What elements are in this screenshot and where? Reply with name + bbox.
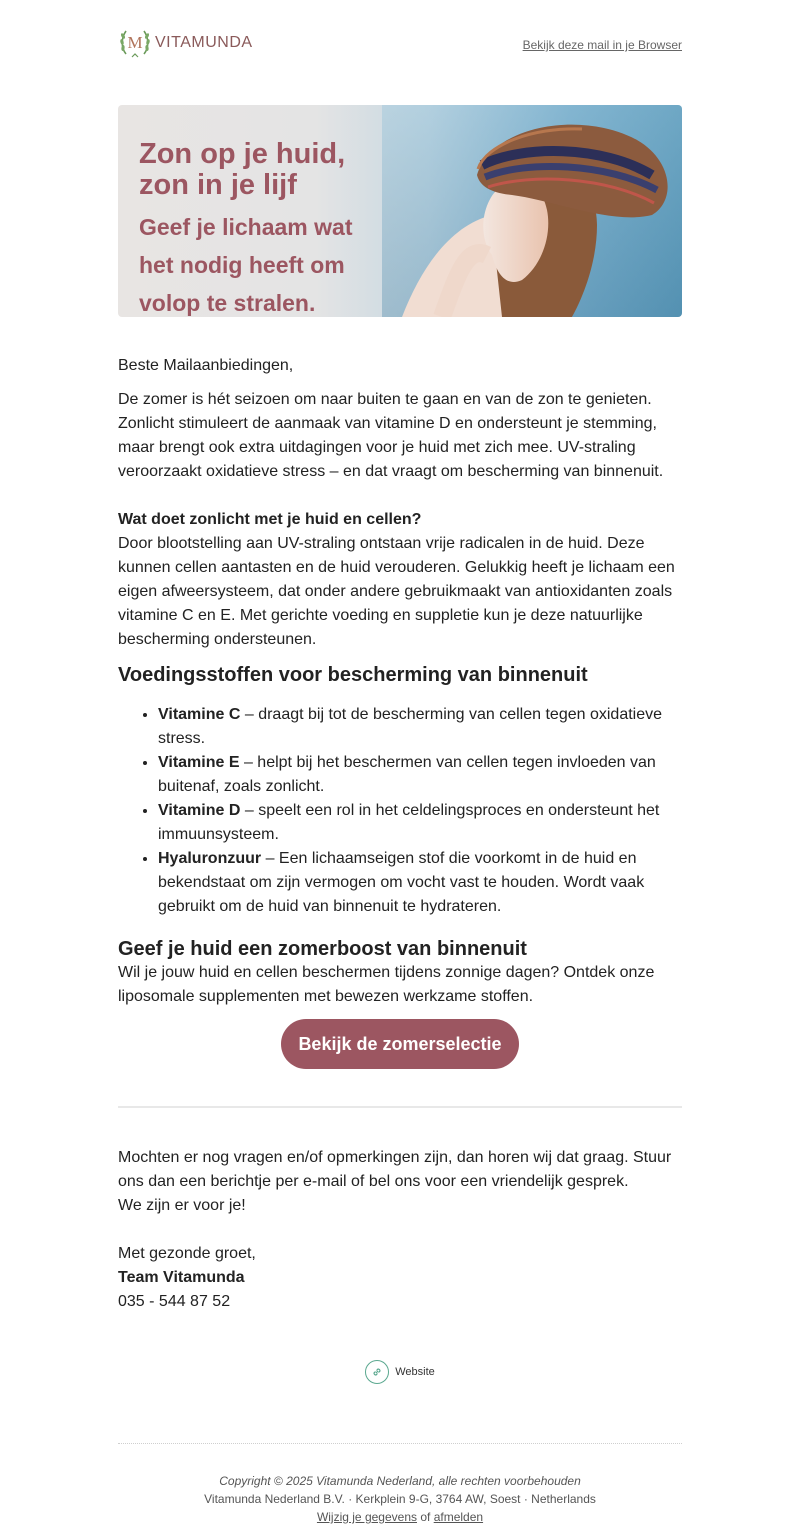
hero-sub-2: het nodig heeft om [139, 252, 345, 278]
nutrient-name: Hyaluronzuur [158, 850, 262, 867]
phone-number: 035 - 544 87 52 [118, 1293, 231, 1310]
greeting: Beste Mailaanbiedingen, [118, 357, 294, 374]
nutrient-name: Vitamine D [158, 802, 241, 819]
cta-container [118, 1019, 682, 1069]
nutrient-list [118, 703, 682, 919]
brand-logo[interactable] [118, 26, 253, 60]
hero-sub-3: volop te stralen. [139, 290, 316, 316]
nutrient-name: Vitamine C [158, 706, 241, 723]
list-item [158, 847, 682, 919]
footer [118, 1472, 682, 1526]
unsubscribe-link[interactable]: afmelden [433, 1510, 484, 1524]
footer-links [118, 1508, 682, 1526]
nutrient-text: – helpt bij het beschermen van cellen tegen invloeden van buitenaf, zoals zonlicht. [158, 754, 656, 795]
boost-paragraph: Wil je jouw huid en cellen beschermen tijdens zonnige dagen? Ontdek onze liposomale supplementen met bewezen werkzame stoffen. [118, 964, 655, 1005]
contact-tagline: We zijn er voor je! [118, 1197, 246, 1214]
question-paragraph: Door blootstelling aan UV-straling ontstaan vrije radicalen in de huid. Deze kunnen cellen aantasten en de huid verouderen. Gelukkig heeft je lichaam een eigen afweersysteem, dat onder andere gebruikmaakt van antioxidanten zoals vitamine C en E. Met gerichte voeding en suppletie kun je deze natuurlijke bescherming ondersteunen. [118, 535, 675, 648]
website-label: Website [395, 1366, 435, 1378]
copyright: Copyright © 2025 Vitamunda Nederland, alle rechten voorbehouden [219, 1474, 581, 1488]
laurel-logo-icon [118, 26, 152, 60]
divider [118, 1106, 682, 1108]
email-body [118, 354, 682, 1314]
summer-selection-button[interactable]: Bekijk de zomerselectie [281, 1019, 518, 1069]
hero-headline-1: Zon op je huid, [139, 138, 346, 170]
nutrient-text: – draagt bij tot de bescherming van cellen tegen oxidatieve stress. [158, 706, 663, 747]
hero-sub-1: Geef je lichaam wat [139, 214, 353, 240]
or-text: of [417, 1510, 434, 1524]
nutrients-title: Voedingsstoffen voor bescherming van binnenuit [118, 664, 588, 686]
sun-woman-illustration [382, 105, 682, 317]
closing: Met gezonde groet, [118, 1245, 256, 1262]
brand-name: VITAMUNDA [155, 34, 253, 51]
nutrient-name: Vitamine E [158, 754, 240, 771]
boost-title: Geef je huid een zomerboost van binnenuit [118, 938, 527, 960]
hero-text [139, 139, 352, 315]
question-title: Wat doet zonlicht met je huid en cellen? [118, 511, 422, 528]
view-in-browser-link[interactable]: Bekijk deze mail in je Browser [522, 38, 682, 52]
edit-details-link[interactable]: Wijzig je gegevens [316, 1510, 417, 1524]
team-name: Team Vitamunda [118, 1269, 245, 1286]
list-item [158, 751, 682, 799]
company-address: Vitamunda Nederland B.V. · Kerkplein 9-G, 3764 AW, Soest · Netherlands [204, 1492, 596, 1506]
contact-paragraph: Mochten er nog vragen en/of opmerkingen zijn, dan horen wij dat graag. Stuur ons dan een berichtje per e-mail of bel ons voor een vriendelijk gesprek. [118, 1149, 672, 1190]
hero-headline-2: zon in je lijf [139, 169, 297, 201]
list-item [158, 703, 682, 751]
email-header [118, 0, 682, 105]
list-item [158, 799, 682, 847]
svg-text:M: M [127, 33, 143, 52]
footer-divider [118, 1443, 682, 1444]
intro-paragraph: De zomer is hét seizoen om naar buiten te gaan en van de zon te genieten. Zonlicht stimuleert de aanmaak van vitamine D en ondersteunt je stemming, maar brengt ook extra uitdagingen voor je huid met zich mee. UV-straling veroorzaakt oxidatieve stress – en dat vraagt om bescherming van binnenuit. [118, 391, 664, 480]
website-link[interactable] [118, 1360, 682, 1384]
hero-banner[interactable] [118, 105, 682, 317]
link-icon [365, 1360, 389, 1384]
nutrient-text: – Een lichaamseigen stof die voorkomt in de huid en bekendstaat om zijn vermogen om vocht vast te houden. Wordt vaak gebruikt om de huid van binnenuit te hydrateren. [158, 850, 645, 915]
nutrient-text: – speelt een rol in het celdelingsproces en ondersteunt het immuunsysteem. [158, 802, 660, 843]
